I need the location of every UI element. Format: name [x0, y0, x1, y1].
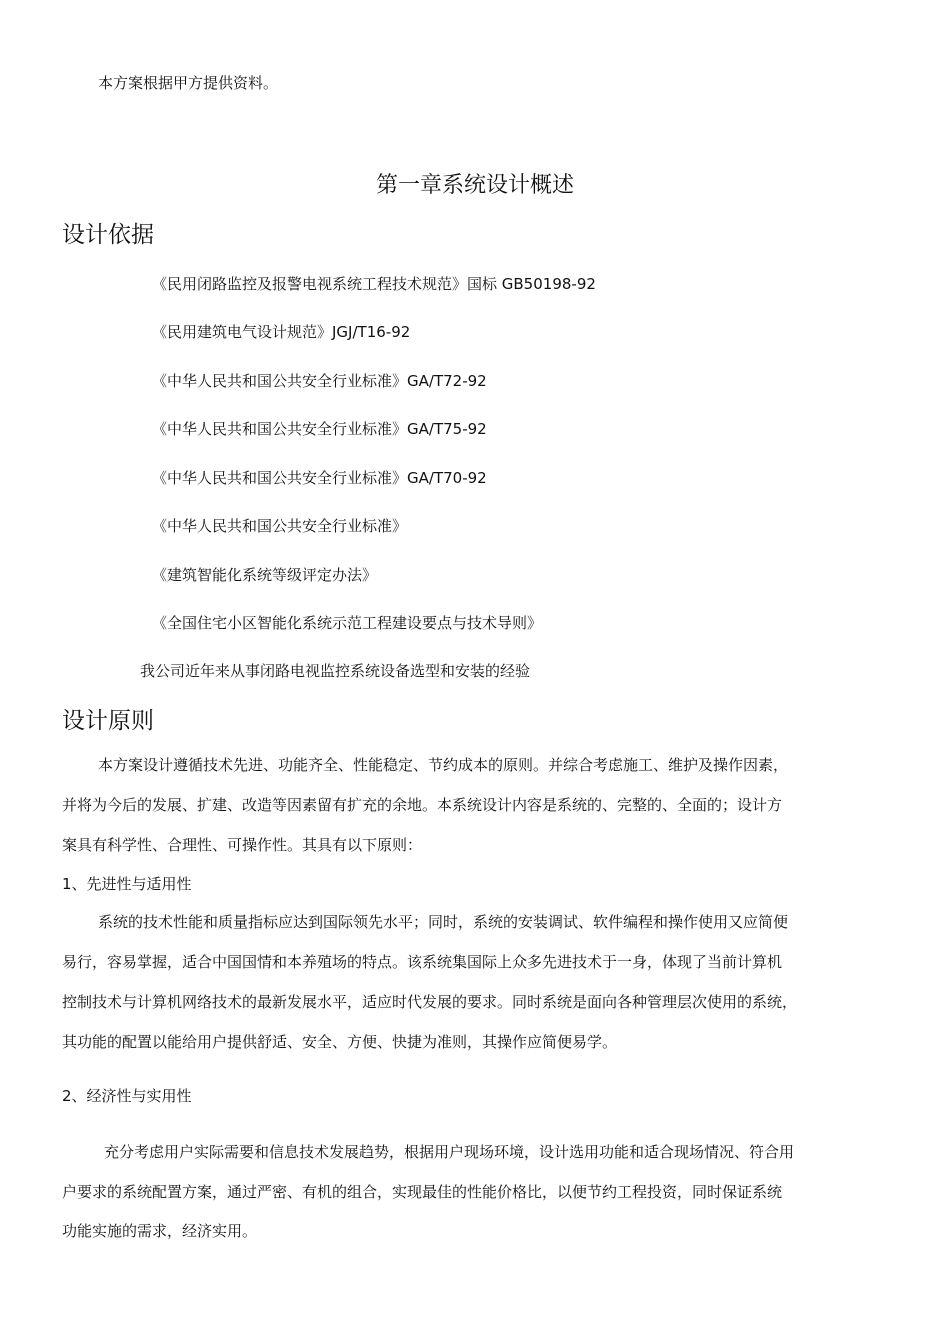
principle-2-line: 户要求的系统配置方案，通过严密、有机的组合，实现最佳的性能价格比，以便节约工程投资，同时保证系统: [62, 1183, 783, 1201]
section-heading-design-basis: 设计依据: [62, 222, 154, 248]
principle-1-title: 1、先进性与适用性: [62, 875, 192, 893]
principle-1-line: 其功能的配置以能给用户提供舒适、安全、方便、快捷为准则，其操作应简便易学。: [62, 1033, 618, 1051]
principles-intro-line: 案具有科学性、合理性、可操作性。其具有以下原则：: [62, 836, 423, 854]
basis-item: 《中华人民共和国公共安全行业标准》: [152, 517, 408, 535]
principle-1-line: 易行，容易掌握，适合中国国情和本养殖场的特点。该系统集国际上众多先进技术于一身，体现了当前计算机: [62, 953, 783, 971]
principle-2-line: 功能实施的需求，经济实用。: [62, 1222, 258, 1240]
section-heading-design-principles: 设计原则: [62, 708, 154, 734]
basis-item: 《全国住宅小区智能化系统示范工程建设要点与技术导则》: [152, 614, 543, 632]
basis-item: 《中华人民共和国公共安全行业标准》GA/T70-92: [152, 469, 487, 487]
basis-item: 《中华人民共和国公共安全行业标准》GA/T75-92: [152, 420, 487, 438]
basis-item: 《民用建筑电气设计规范》JGJ/T16-92: [152, 323, 411, 341]
experience-text: 我公司近年来从事闭路电视监控系统设备选型和安装的经验: [140, 662, 531, 680]
principle-1-line: 控制技术与计算机网络技术的最新发展水平，适应时代发展的要求。同时系统是面向各种管理层次使用的系统，: [62, 993, 798, 1011]
principle-2-line: 充分考虑用户实际需要和信息技术发展趋势，根据用户现场环境，设计选用功能和适合现场情况、符合用: [104, 1143, 795, 1161]
basis-item: 《中华人民共和国公共安全行业标准》GA/T72-92: [152, 372, 487, 390]
basis-item: 《民用闭路监控及报警电视系统工程技术规范》国标 GB50198-92: [152, 275, 596, 293]
intro-text: 本方案根据甲方提供资料。: [98, 74, 279, 92]
principle-1-line: 系统的技术性能和质量指标应达到国际领先水平；同时，系统的安装调试、软件编程和操作使用又应简便: [98, 913, 789, 931]
principle-2-title: 2、经济性与实用性: [62, 1087, 192, 1105]
principles-intro-line: 本方案设计遵循技术先进、功能齐全、性能稳定、节约成本的原则。并综合考虑施工、维护及操作因素，: [98, 756, 789, 774]
principles-intro-line: 并将为今后的发展、扩建、改造等因素留有扩充的余地。本系统设计内容是系统的、完整的、全面的；设计方: [62, 796, 783, 814]
basis-item: 《建筑智能化系统等级评定办法》: [152, 566, 378, 584]
chapter-title: 第一章系统设计概述: [375, 173, 574, 198]
